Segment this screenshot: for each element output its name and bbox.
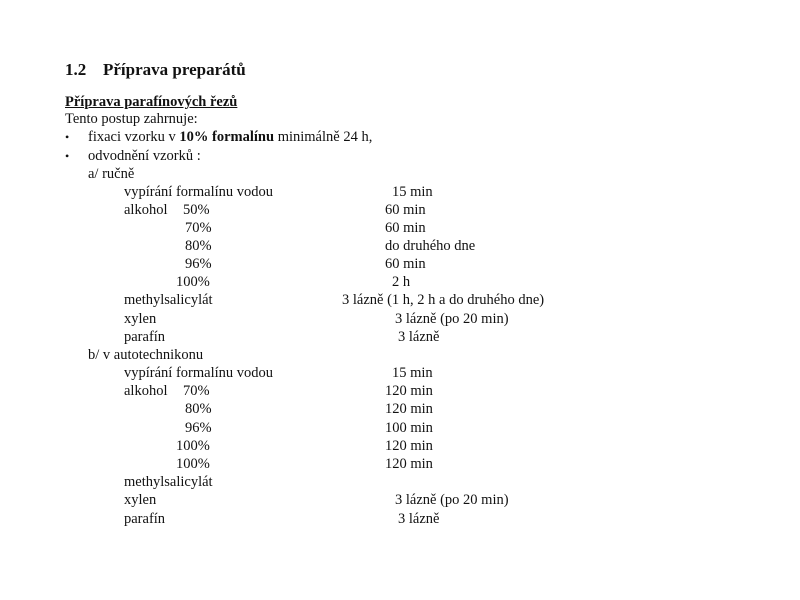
step-concentration: 100% [176,438,210,454]
bullet-fixation-post: minimálně 24 h, [274,129,373,145]
step-time: do druhého dne [385,238,476,254]
step-name: xylen [124,311,157,327]
step-concentration: 80% [185,401,212,417]
step-name: xylen [124,492,157,508]
bullet-fixation [88,128,372,146]
step-concentration: 100% [176,274,210,290]
step-time: 15 min [392,184,433,200]
step-concentration: 96% [185,420,212,436]
step-name: vypírání formalínu vodou [124,365,274,381]
step-time: 3 lázně (1 h, 2 h a do druhého dne) [342,292,545,308]
step-time: 100 min [385,420,433,436]
step-concentration: 70% [185,220,212,236]
step-concentration: 100% [176,456,210,472]
step-time: 120 min [385,383,433,399]
step-concentration: 96% [185,256,212,272]
step-time: 60 min [385,202,426,218]
auto-label: b/ v autotechnikonu [88,347,204,363]
step-name: parafín [124,511,166,527]
step-name: alkohol [124,383,168,399]
step-time: 3 lázně [398,511,440,527]
step-time: 120 min [385,438,433,454]
step-name: alkohol [124,202,168,218]
step-time: 15 min [392,365,433,381]
bullet-marker: • [65,149,70,163]
bullet-fixation-bold: 10% formalínu [179,129,275,145]
step-name: methylsalicylát [124,292,213,308]
bullet-dehydration: odvodnění vzorků : [88,148,201,164]
step-time: 3 lázně [398,329,440,345]
step-name: parafín [124,329,166,345]
intro-text: Tento postup zahrnuje: [65,111,198,127]
step-name: vypírání formalínu vodou [124,184,274,200]
step-concentration: 70% [183,383,210,399]
step-name: methylsalicylát [124,474,213,490]
section-title: Příprava preparátů [103,60,246,79]
step-concentration: 80% [185,238,212,254]
subheading: Příprava parafínových řezů [65,94,238,110]
section-heading [65,60,246,80]
step-concentration: 50% [183,202,210,218]
step-time: 60 min [385,220,426,236]
step-time: 120 min [385,401,433,417]
step-time: 60 min [385,256,426,272]
step-time: 3 lázně (po 20 min) [395,492,509,508]
step-time: 3 lázně (po 20 min) [395,311,509,327]
step-time: 2 h [392,274,411,290]
bullet-fixation-pre: fixaci vzorku v [88,129,180,145]
section-number: 1.2 [65,60,87,79]
manual-label: a/ ručně [88,166,135,182]
step-time: 120 min [385,456,433,472]
bullet-marker: • [65,130,70,144]
